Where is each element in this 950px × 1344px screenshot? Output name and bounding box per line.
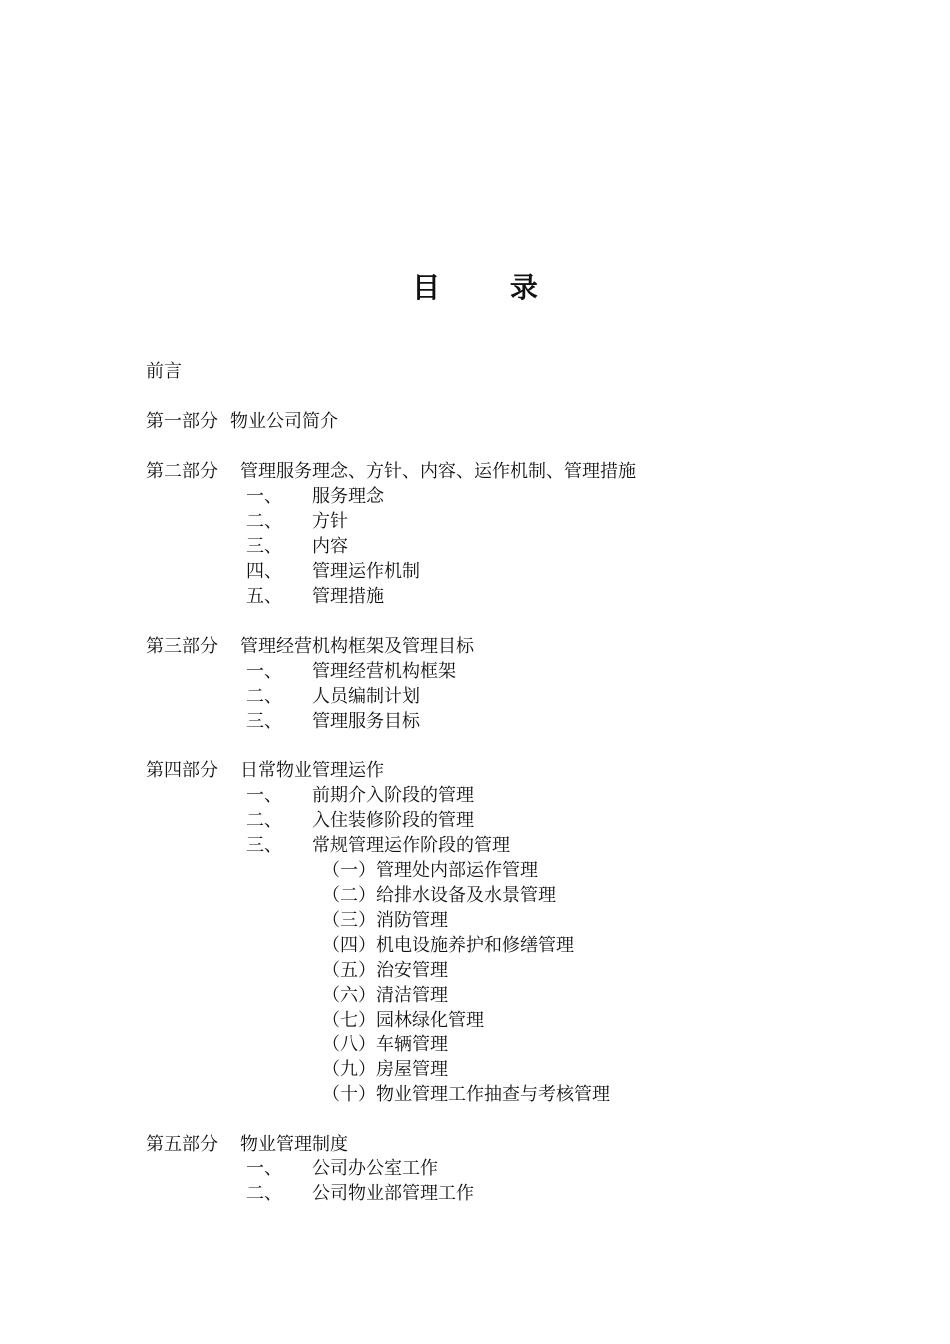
item-number: 二、 <box>246 511 282 532</box>
toc-part-4[interactable] <box>146 759 384 783</box>
toc-part-2[interactable] <box>146 460 636 484</box>
part-label: 第三部分 <box>146 636 218 657</box>
toc-subentry[interactable]: （八）车辆管理 <box>322 1034 448 1055</box>
toc-subentry[interactable]: （六）清洁管理 <box>322 985 448 1006</box>
item-text: 管理运作机制 <box>312 561 420 582</box>
item-number: 三、 <box>246 536 282 557</box>
item-text: 服务理念 <box>312 486 384 507</box>
item-text: 入住装修阶段的管理 <box>312 810 474 831</box>
part-title: 物业公司简介 <box>230 411 338 432</box>
item-text: 人员编制计划 <box>312 686 420 707</box>
item-text: 常规管理运作阶段的管理 <box>312 835 510 856</box>
item-text: 管理经营机构框架 <box>312 661 456 682</box>
toc-part-5[interactable] <box>146 1133 348 1157</box>
item-text: 公司办公室工作 <box>312 1158 438 1179</box>
item-text: 方针 <box>312 511 348 532</box>
toc-subentry[interactable]: （一）管理处内部运作管理 <box>322 860 538 881</box>
item-text: 公司物业部管理工作 <box>312 1183 474 1204</box>
toc-title: 目 录 <box>412 271 568 304</box>
toc-entry-preface[interactable]: 前言 <box>146 361 182 382</box>
part-label: 第二部分 <box>146 461 218 482</box>
part-title: 物业管理制度 <box>240 1134 348 1155</box>
item-text: 前期介入阶段的管理 <box>312 785 474 806</box>
toc-subentry[interactable]: （七）园林绿化管理 <box>322 1010 484 1031</box>
toc-subentry[interactable]: （二）给排水设备及水景管理 <box>322 885 556 906</box>
toc-part-3[interactable] <box>146 635 474 659</box>
item-text: 管理服务目标 <box>312 711 420 732</box>
part-label: 第四部分 <box>146 760 218 781</box>
item-number: 三、 <box>246 711 282 732</box>
part-title: 管理服务理念、方针、内容、运作机制、管理措施 <box>240 461 636 482</box>
toc-subentry[interactable]: （九）房屋管理 <box>322 1059 448 1080</box>
part-title: 日常物业管理运作 <box>240 760 384 781</box>
item-number: 一、 <box>246 661 282 682</box>
item-number: 一、 <box>246 486 282 507</box>
toc-subentry[interactable]: （四）机电设施养护和修缮管理 <box>322 935 574 956</box>
toc-subentry[interactable]: （五）治安管理 <box>322 960 448 981</box>
item-number: 三、 <box>246 835 282 856</box>
part-title: 管理经营机构框架及管理目标 <box>240 636 474 657</box>
item-number: 五、 <box>246 586 282 607</box>
item-number: 四、 <box>246 561 282 582</box>
part-label: 第五部分 <box>146 1134 218 1155</box>
toc-subentry[interactable]: （三）消防管理 <box>322 910 448 931</box>
toc-subentry[interactable]: （十）物业管理工作抽查与考核管理 <box>322 1084 610 1105</box>
toc-part-1[interactable] <box>146 410 338 434</box>
item-number: 二、 <box>246 1183 282 1204</box>
item-number: 一、 <box>246 1158 282 1179</box>
item-number: 二、 <box>246 810 282 831</box>
item-number: 一、 <box>246 785 282 806</box>
item-text: 管理措施 <box>312 586 384 607</box>
item-number: 二、 <box>246 686 282 707</box>
part-label: 第一部分 <box>146 411 218 432</box>
item-text: 内容 <box>312 536 348 557</box>
